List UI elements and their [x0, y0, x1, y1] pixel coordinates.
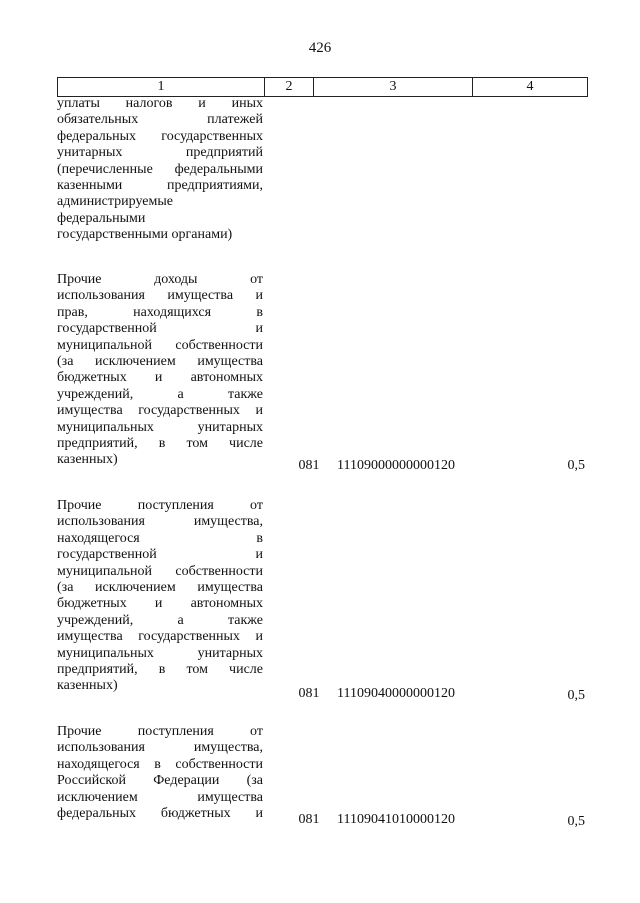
description-line: учреждений, а также	[57, 386, 263, 402]
row-description	[57, 498, 263, 695]
description-line: предприятий, в том числе	[57, 661, 263, 677]
description-line: исключением имущества	[57, 789, 263, 805]
description-line: муниципальной собственности	[57, 337, 263, 353]
description-line: имущества государственных и	[57, 629, 263, 645]
description-line: государственной и	[57, 321, 263, 337]
row-code: 081	[298, 686, 320, 701]
description-line: Прочие поступления от	[57, 498, 263, 513]
description-line: федеральных бюджетных и	[57, 805, 263, 821]
column-header-table	[57, 77, 588, 97]
row-description	[57, 724, 263, 822]
description-line: государственной и	[57, 547, 263, 563]
description-line: Прочие доходы от	[57, 272, 263, 287]
description-line: унитарных предприятий	[57, 145, 263, 161]
description-line: (за исключением имущества	[57, 579, 263, 595]
row-value: 0,5	[567, 814, 585, 829]
description-line: учреждений, а также	[57, 612, 263, 628]
description-line: бюджетных и автономных	[57, 596, 263, 612]
description-line: федеральными	[57, 210, 146, 226]
header-col-1: 1	[58, 78, 265, 97]
row-code: 081	[298, 812, 320, 827]
page-number: 426	[308, 40, 332, 56]
description-line: муниципальной собственности	[57, 563, 263, 579]
description-line: (за исключением имущества	[57, 353, 263, 369]
description-line: бюджетных и автономных	[57, 370, 263, 386]
description-line: администрируемые	[57, 194, 173, 210]
row-description	[57, 96, 263, 244]
header-col-3: 3	[314, 78, 473, 97]
description-line: уплаты налогов и иных	[57, 96, 263, 111]
description-line: имущества государственных и	[57, 403, 263, 419]
description-line: муниципальных унитарных	[57, 419, 263, 435]
row-kbk: 11109041010000120	[337, 812, 455, 827]
description-line: Прочие поступления от	[57, 724, 263, 739]
description-line: обязательных платежей	[57, 112, 263, 128]
row-kbk: 11109000000000120	[337, 458, 455, 473]
description-line: использования имущества,	[57, 740, 263, 756]
description-line: казенных)	[57, 452, 118, 468]
row-kbk: 11109040000000120	[337, 686, 455, 701]
description-line: Российской Федерации (за	[57, 773, 263, 789]
row-description	[57, 272, 263, 469]
description-line: находящегося в	[57, 530, 263, 546]
description-line: предприятий, в том числе	[57, 435, 263, 451]
header-col-2: 2	[265, 78, 314, 97]
description-line: муниципальных унитарных	[57, 645, 263, 661]
header-col-4: 4	[473, 78, 588, 97]
description-line: казенных)	[57, 678, 118, 694]
row-value: 0,5	[567, 688, 585, 703]
description-line: (перечисленные федеральными	[57, 161, 263, 177]
description-line: использования имущества и	[57, 288, 263, 304]
description-line: находящегося в собственности	[57, 756, 263, 772]
row-code: 081	[298, 458, 320, 473]
description-line: казенными предприятиями,	[57, 177, 263, 193]
row-value: 0,5	[567, 458, 585, 473]
description-line: федеральных государственных	[57, 128, 263, 144]
description-line: использования имущества,	[57, 514, 263, 530]
description-line: государственными органами)	[57, 227, 233, 243]
description-line: прав, находящихся в	[57, 304, 263, 320]
